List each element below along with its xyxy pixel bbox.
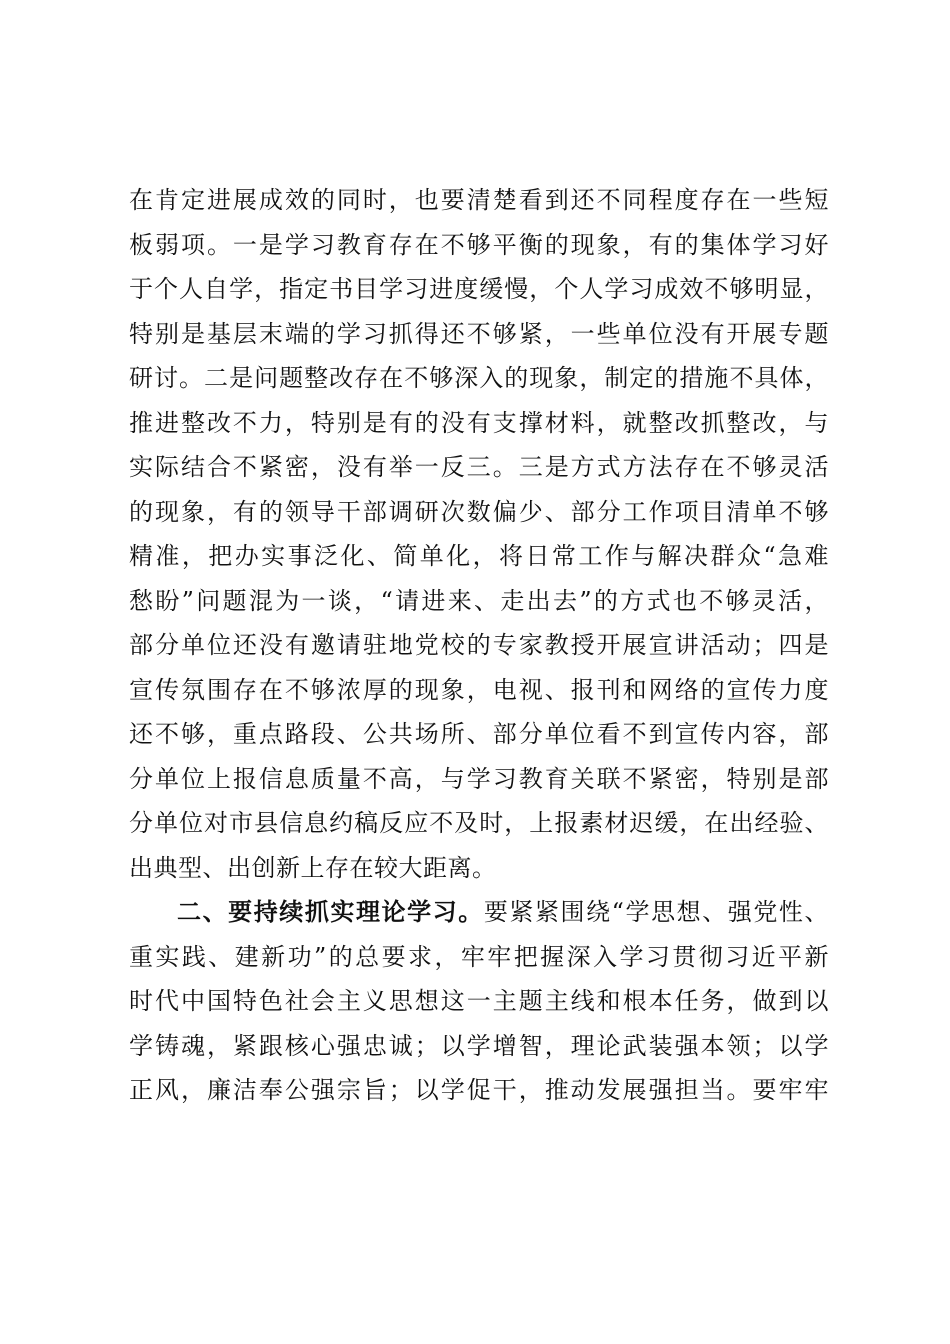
text-line: 重实践、建新功”的总要求，牢牢把握深入学习贯彻习近平新: [129, 942, 829, 971]
text-line: 在肯定进展成效的同时，也要清楚看到还不同程度存在一些短: [129, 186, 829, 214]
text-line: 宣传氛围存在不够浓厚的现象，电视、报刊和网络的宣传力度: [129, 675, 829, 704]
text-line: 实际结合不紧密，没有举一反三。三是方式方法存在不够灵活: [129, 453, 829, 481]
text-line: 愁盼”问题混为一谈，“请进来、走出去”的方式也不够灵活，: [129, 586, 829, 615]
text-line: 时代中国特色社会主义思想这一主题主线和根本任务，做到以: [129, 987, 829, 1015]
text-line: 出典型、出创新上存在较大距离。: [129, 853, 497, 882]
text-span: 要紧紧围绕“学思想、强党性、: [483, 898, 829, 926]
section-heading: 二、要持续抓实理论学习。: [177, 897, 484, 926]
text-line: 分单位对市县信息约稿反应不及时，上报素材迟缓，在出经验、: [129, 809, 829, 837]
text-line: 分单位上报信息质量不高，与学习教育关联不紧密，特别是部: [129, 764, 829, 793]
text-line: 推进整改不力，特别是有的没有支撑材料，就整改抓整改，与: [129, 408, 829, 437]
section-heading-line: [129, 890, 829, 935]
text-line: 精准，把办实事泛化、简单化，将日常工作与解决群众“急难: [129, 542, 829, 570]
text-line: 于个人自学，指定书目学习进度缓慢，个人学习成效不够明显，: [129, 275, 829, 303]
text-line: 板弱项。一是学习教育存在不够平衡的现象，有的集体学习好: [129, 230, 829, 259]
text-line: 正风，廉洁奉公强宗旨；以学促干，推动发展强担当。要牢牢: [129, 1076, 829, 1104]
text-line: 特别是基层末端的学习抓得还不够紧，一些单位没有开展专题: [129, 319, 829, 348]
text-line: 学铸魂，紧跟核心强忠诚；以学增智，理论武装强本领；以学: [129, 1031, 829, 1060]
text-line: 部分单位还没有邀请驻地党校的专家教授开展宣讲活动；四是: [129, 631, 829, 659]
text-line: 还不够，重点路段、公共场所、部分单位看不到宣传内容，部: [129, 720, 829, 748]
text-line: 研讨。二是问题整改存在不够深入的现象，制定的措施不具体，: [129, 364, 829, 392]
document-body: [129, 178, 829, 1113]
text-line: 的现象，有的领导干部调研次数偏少、部分工作项目清单不够: [129, 497, 829, 526]
